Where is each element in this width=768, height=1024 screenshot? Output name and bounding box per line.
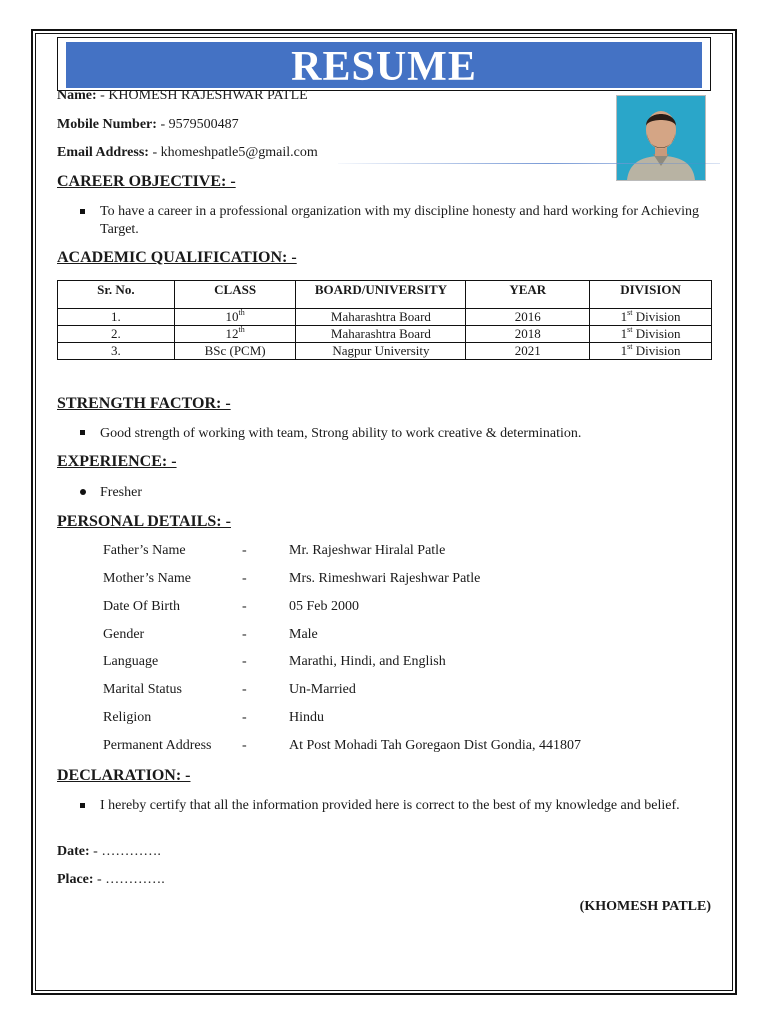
personal-value: Male xyxy=(289,627,318,642)
cell-year: 2018 xyxy=(466,326,590,343)
table-row xyxy=(58,343,712,360)
career-objective-heading: CAREER OBJECTIVE: - xyxy=(57,173,236,190)
personal-separator: - xyxy=(242,571,247,586)
personal-value: Marathi, Hindi, and English xyxy=(289,654,446,669)
resume-title: RESUME xyxy=(66,42,702,88)
place-line xyxy=(57,872,165,888)
cell-division: 1st Division xyxy=(590,343,712,360)
academic-table xyxy=(57,280,712,360)
cell-sr: 1. xyxy=(58,309,175,326)
cell-sr: 3. xyxy=(58,343,175,360)
col-header-class: CLASS xyxy=(174,281,296,309)
date-label: Date: xyxy=(57,844,90,859)
square-bullet-icon xyxy=(80,430,85,435)
mobile-label: Mobile Number: xyxy=(57,117,157,132)
name-line xyxy=(57,88,308,104)
personal-value: Mrs. Rimeshwari Rajeshwar Patle xyxy=(289,571,481,586)
cell-division: 1st Division xyxy=(590,326,712,343)
profile-photo xyxy=(616,95,706,181)
personal-value: Mr. Rajeshwar Hiralal Patle xyxy=(289,543,446,558)
mobile-line xyxy=(57,117,239,133)
cell-division: 1st Division xyxy=(590,309,712,326)
place-value: - …………. xyxy=(93,872,165,887)
col-header-year: YEAR xyxy=(466,281,590,309)
cell-board: Nagpur University xyxy=(296,343,466,360)
date-value: - …………. xyxy=(89,844,161,859)
personal-label: Mother’s Name xyxy=(103,571,191,586)
declaration-heading: DECLARATION: - xyxy=(57,767,191,784)
personal-separator: - xyxy=(242,627,247,642)
personal-separator: - xyxy=(242,543,247,558)
career-objective-item xyxy=(80,203,710,239)
mobile-value: - 9579500487 xyxy=(156,117,239,132)
col-header-board: BOARD/UNIVERSITY xyxy=(296,281,466,309)
personal-value: Un-Married xyxy=(289,682,356,697)
personal-heading: PERSONAL DETAILS: - xyxy=(57,513,231,530)
personal-value: 05 Feb 2000 xyxy=(289,599,359,614)
personal-separator: - xyxy=(242,654,247,669)
experience-heading: EXPERIENCE: - xyxy=(57,453,177,470)
col-header-sr: Sr. No. xyxy=(58,281,175,309)
cell-year: 2016 xyxy=(466,309,590,326)
personal-separator: - xyxy=(242,682,247,697)
personal-separator: - xyxy=(242,599,247,614)
personal-value: Hindu xyxy=(289,710,324,725)
personal-separator: - xyxy=(242,710,247,725)
experience-item xyxy=(80,484,142,502)
strength-item xyxy=(80,425,581,443)
strength-text: Good strength of working with team, Strong ability to work creative & determination. xyxy=(100,426,582,441)
personal-label: Father’s Name xyxy=(103,543,186,558)
col-header-division: DIVISION xyxy=(590,281,712,309)
personal-value: At Post Mohadi Tah Goregaon Dist Gondia, 441807 xyxy=(289,738,581,753)
personal-label: Religion xyxy=(103,710,152,725)
personal-label: Gender xyxy=(103,627,145,642)
date-line xyxy=(57,844,161,860)
experience-text: Fresher xyxy=(100,485,142,500)
table-row xyxy=(58,309,712,326)
name-label: Name: xyxy=(57,88,97,103)
square-bullet-icon xyxy=(80,803,85,808)
cell-sr: 2. xyxy=(58,326,175,343)
round-bullet-icon xyxy=(80,489,86,495)
academic-table-header xyxy=(58,281,712,309)
academic-heading: ACADEMIC QUALIFICATION: - xyxy=(57,249,297,266)
cell-class: BSc (PCM) xyxy=(174,343,296,360)
career-objective-text: To have a career in a professional organization with my discipline honesty and hard working for Achieving Target. xyxy=(100,204,700,237)
cell-class: 12th xyxy=(174,326,296,343)
declaration-text: I hereby certify that all the information provided here is correct to the best of my knowledge and belief. xyxy=(100,798,680,813)
name-value: - KHOMESH RAJESHWAR PATLE xyxy=(96,88,308,103)
place-label: Place: xyxy=(57,872,94,887)
table-row xyxy=(58,326,712,343)
declaration-item xyxy=(80,797,710,815)
email-label: Email Address: xyxy=(57,145,149,160)
square-bullet-icon xyxy=(80,209,85,214)
header-divider xyxy=(338,163,720,164)
personal-label: Date Of Birth xyxy=(103,599,180,614)
personal-separator: - xyxy=(242,738,247,753)
personal-label: Marital Status xyxy=(103,682,182,697)
cell-class: 10th xyxy=(174,309,296,326)
cell-board: Maharashtra Board xyxy=(296,309,466,326)
personal-label: Language xyxy=(103,654,159,669)
email-line xyxy=(57,145,318,161)
cell-year: 2021 xyxy=(466,343,590,360)
signature-name: (KHOMESH PATLE) xyxy=(579,899,711,914)
strength-heading: STRENGTH FACTOR: - xyxy=(57,395,231,412)
email-value: - khomeshpatle5@gmail.com xyxy=(148,145,318,160)
cell-board: Maharashtra Board xyxy=(296,326,466,343)
personal-label: Permanent Address xyxy=(103,738,212,753)
